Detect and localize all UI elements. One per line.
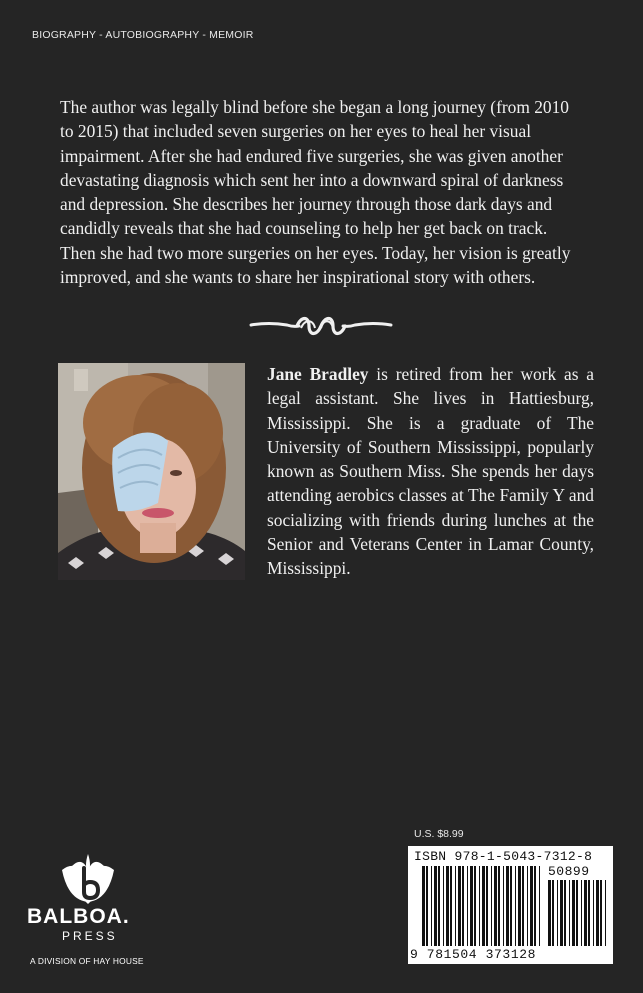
author-photo [58,363,245,580]
author-bio-text: is retired from her work as a legal assistant. She lives in Hattiesburg, Mississippi. She is a graduate of The University of Southern Mississippi, popularly known as Southern Miss. She spends her days attending aerobics classes at The Family Y and socializing with friends during lunches at the Senior and Veterans Center in Lamar County, Mississippi. [267,364,595,579]
addon-number: 50899 [548,864,590,879]
description-line: impairment. After she had endured five surgeries, she was given another [60,145,563,166]
ean-number: 9 781504 373128 [410,947,537,962]
publisher-name: BALBOA. [27,905,130,928]
category-label: BIOGRAPHY - AUTOBIOGRAPHY - MEMOIR [32,29,254,41]
description-line: The author was legally blind before she began a long journey (from 2010 [60,97,570,117]
description-line: improved, and she wants to share her inspirational story with others. [60,267,536,288]
publisher-division: A DIVISION OF HAY HOUSE [30,956,144,966]
description-line: and depression. She describes her journey through those dark days and [60,194,553,215]
price-label: U.S. $8.99 [414,828,464,840]
author-name: Jane Bradley [267,364,369,384]
ornament-divider [249,313,393,339]
publisher-imprint: PRESS [62,929,118,943]
description-line: devastating diagnosis which sent her into a downward spiral of darkness [60,169,564,190]
book-description [60,95,592,289]
author-bio [267,362,594,581]
description-line: to 2015) that included seven surgeries on her eyes to heal her visual [60,121,532,142]
balboa-press-logo-icon [22,848,162,908]
isbn-label: ISBN 978-1-5043-7312-8 [414,849,593,864]
isbn-barcode [408,846,613,964]
description-line: Then she had two more surgeries on her eyes. Today, her vision is greatly [60,242,571,263]
description-line: candidly reveals that she had counseling to help her get back on track. [60,218,548,239]
